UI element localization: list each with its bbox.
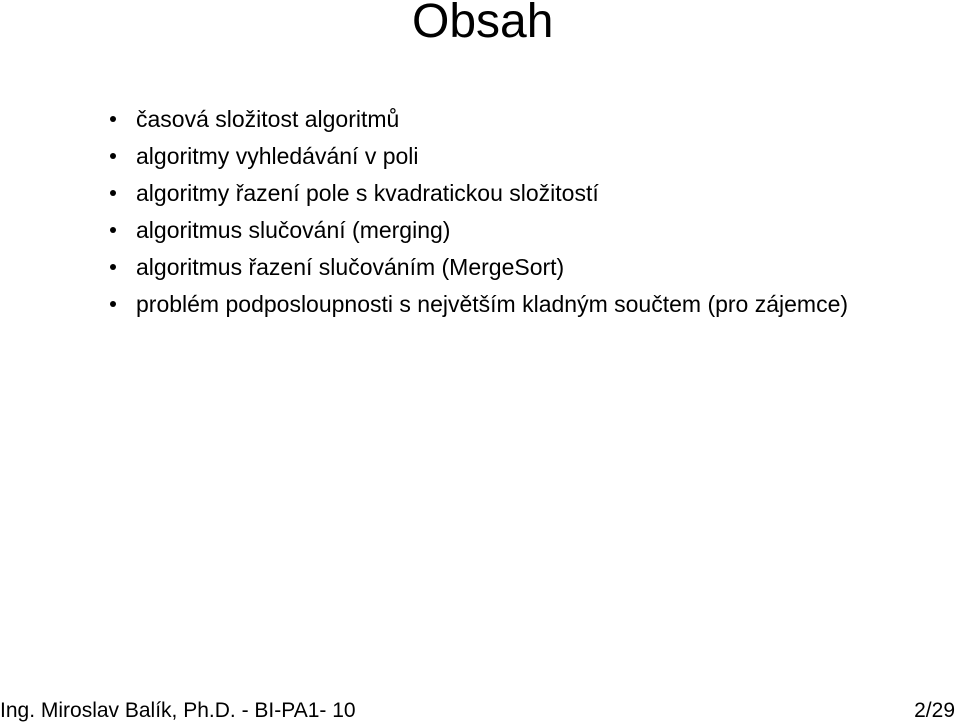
bullet-item [110,286,848,323]
bullet-item [110,249,848,286]
footer-page-number: 2/29 [914,699,955,722]
bullet-item [110,138,848,175]
bullet-dot-icon [110,301,116,307]
bullet-item [110,101,848,138]
bullet-text: algoritmus slučování (merging) [136,217,451,243]
bullet-text: časová složitost algoritmů [136,106,400,132]
bullet-text: problém podposloupnosti s největším kladným součtem (pro zájemce) [136,291,849,317]
bullet-text: algoritmy řazení pole s kvadratickou složitostí [136,180,599,206]
bullet-text: algoritmy vyhledávání v poli [136,143,419,169]
bullet-dot-icon [110,116,116,122]
bullet-item [110,175,848,212]
bullet-list [110,101,848,323]
bullet-item [110,212,848,249]
bullet-dot-icon [110,153,116,159]
bullet-text: algoritmus řazení slučováním (MergeSort) [136,254,565,280]
bullet-dot-icon [110,264,116,270]
slide-title: Obsah [412,0,554,48]
footer-author-course: Ing. Miroslav Balík, Ph.D. - BI-PA1- 10 [0,699,356,722]
bullet-dot-icon [110,190,116,196]
bullet-dot-icon [110,227,116,233]
